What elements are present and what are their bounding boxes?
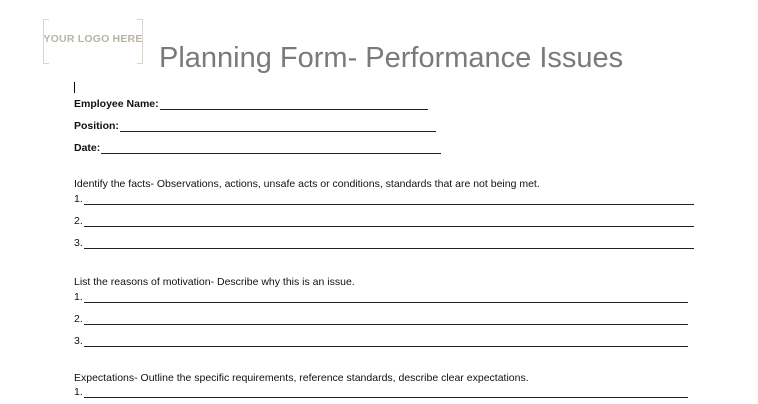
- facts-item-3[interactable]: [74, 237, 694, 249]
- motivation-item-2-number: 2.: [74, 313, 83, 325]
- date-label: Date:: [74, 142, 101, 154]
- facts-item-3-blank[interactable]: [84, 238, 694, 249]
- logo-text: YOUR LOGO HERE: [43, 33, 143, 45]
- motivation-item-1[interactable]: [74, 291, 688, 303]
- motivation-item-2-blank[interactable]: [84, 314, 688, 325]
- facts-item-2-number: 2.: [74, 215, 83, 227]
- motivation-item-3[interactable]: [74, 335, 688, 347]
- position-label: Position:: [74, 120, 119, 132]
- facts-item-2[interactable]: [74, 215, 694, 227]
- position-field[interactable]: [74, 120, 436, 132]
- employee-name-field[interactable]: [74, 98, 428, 110]
- motivation-item-1-blank[interactable]: [84, 292, 688, 303]
- logo-placeholder: [43, 19, 143, 64]
- motivation-item-2[interactable]: [74, 313, 688, 325]
- facts-item-2-blank[interactable]: [84, 216, 694, 227]
- date-field[interactable]: [74, 142, 441, 154]
- employee-name-blank[interactable]: [160, 99, 428, 110]
- date-blank[interactable]: [101, 143, 441, 154]
- motivation-prompt: List the reasons of motivation- Describe why this is an issue.: [74, 276, 355, 288]
- employee-name-label: Employee Name:: [74, 98, 159, 110]
- facts-item-1[interactable]: [74, 193, 694, 205]
- expectations-prompt: Expectations- Outline the specific requirements, reference standards, describe clear expectations.: [74, 372, 529, 384]
- logo-bracket-right: [137, 19, 143, 64]
- facts-prompt: Identify the facts- Observations, actions, unsafe acts or conditions, standards that are not being met.: [74, 178, 540, 190]
- page-title: Planning Form- Performance Issues: [159, 42, 624, 74]
- motivation-item-1-number: 1.: [74, 291, 83, 303]
- expectations-item-1-number: 1.: [74, 386, 83, 398]
- text-cursor: [74, 82, 75, 93]
- facts-item-1-number: 1.: [74, 193, 83, 205]
- facts-item-1-blank[interactable]: [84, 194, 694, 205]
- position-blank[interactable]: [120, 121, 436, 132]
- motivation-item-3-blank[interactable]: [84, 336, 688, 347]
- expectations-item-1[interactable]: [74, 386, 688, 398]
- expectations-item-1-blank[interactable]: [84, 387, 688, 398]
- motivation-item-3-number: 3.: [74, 335, 83, 347]
- facts-item-3-number: 3.: [74, 237, 83, 249]
